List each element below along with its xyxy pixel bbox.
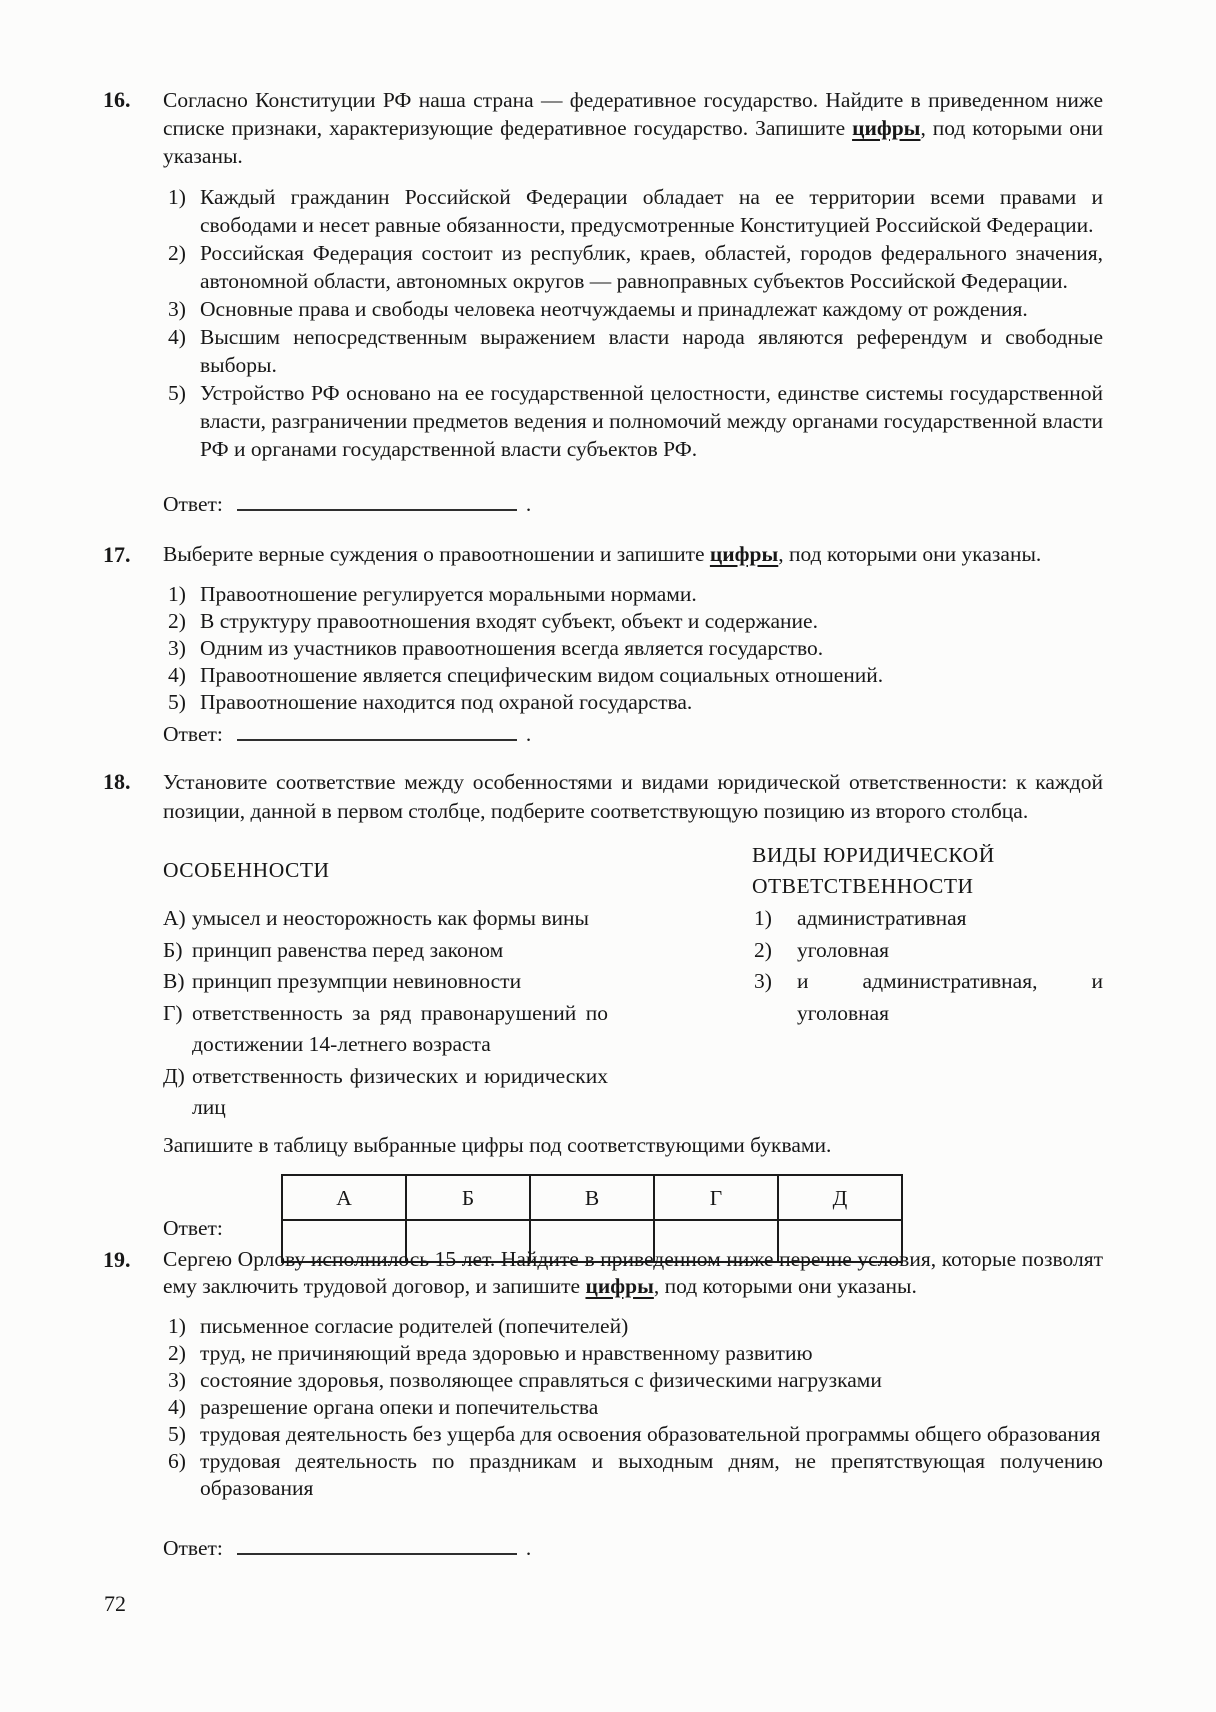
list-item: [163, 239, 1103, 295]
item-text: Высшим непосредственным выражением власти народа являются референдум и свободные выборы.: [200, 325, 1103, 377]
answer-period: .: [525, 492, 532, 516]
list-item: [163, 662, 1103, 689]
item-text: административная: [797, 906, 967, 930]
question-18-table-note: Запишите в таблицу выбранные цифры под соответствующими буквами.: [163, 1133, 832, 1157]
list-item: [163, 581, 1103, 608]
item-text: принцип равенства перед законом: [192, 937, 504, 962]
left-column-header: ОСОБЕННОСТИ: [163, 858, 330, 882]
item-marker: 2): [168, 1341, 186, 1365]
answer-blank-line: [237, 490, 517, 511]
list-item: [163, 903, 608, 935]
item-text: уголовная: [797, 937, 890, 962]
item-marker: 1): [168, 1314, 186, 1338]
question-19: [103, 1246, 1103, 1502]
item-text: трудовая деятельность по праздникам и выходным дням, не препятствующая получению образования: [200, 1449, 1103, 1500]
item-text: Основные права и свободы человека неотчуждаемы и принадлежат каждому от рождения.: [200, 297, 1028, 321]
answer-table-header-cell: В: [530, 1175, 654, 1220]
question-16-number: 16.: [103, 87, 131, 112]
question-19-intro: [163, 1246, 1103, 1300]
right-column-header: [752, 840, 995, 902]
answer-table-header-cell: Б: [406, 1175, 530, 1220]
item-text: Правоотношение является специфическим видом социальных отношений.: [200, 663, 884, 687]
question-19-keyword: цифры: [585, 1274, 654, 1298]
right-column-items: [752, 903, 1103, 1029]
item-marker: 4): [168, 1395, 186, 1419]
item-text: Каждый гражданин Российской Федерации обладает на ее территории всеми правами и свободами и несет равные обязанности, предусмотренные Конституцией Российской Федерации.: [200, 185, 1103, 237]
item-marker: 1): [168, 185, 186, 209]
question-16-keyword: цифры: [852, 116, 921, 140]
item-text: Устройство РФ основано на ее государственной целостности, единстве системы государственной власти, разграничении предметов ведения и полномочий между органами государственной власти РФ и органами государственной власти субъектов РФ.: [200, 381, 1103, 461]
list-item: [163, 998, 608, 1061]
answer-label: Ответ:: [163, 1536, 223, 1560]
item-marker: 4): [168, 663, 186, 687]
item-marker: 1): [754, 906, 772, 930]
right-column-header-line1: ВИДЫ ЮРИДИЧЕСКОЙ: [752, 843, 995, 867]
item-text: ответственность физических и юридических лиц: [192, 1063, 608, 1119]
question-17: [103, 541, 1103, 716]
list-item: [163, 1061, 608, 1124]
question-18: [103, 768, 1103, 826]
answer-blank-line: [237, 1534, 517, 1555]
list-item: [163, 1394, 1103, 1421]
question-16-body: [163, 86, 1103, 463]
answer-row-q17: [163, 720, 531, 748]
answer-table-header-cell: А: [282, 1175, 406, 1220]
item-text: письменное согласие родителей (попечителей): [200, 1314, 629, 1338]
question-16-intro: [163, 86, 1103, 170]
list-item: [163, 295, 1103, 323]
list-item: [163, 1367, 1103, 1394]
item-marker: 4): [168, 325, 186, 349]
item-marker: В): [163, 969, 185, 993]
item-marker: 6): [168, 1449, 186, 1473]
question-19-number: 19.: [103, 1247, 131, 1272]
answer-blank-line: [237, 720, 517, 741]
answer-row-q16: [163, 490, 531, 518]
answer-label: Ответ:: [163, 492, 223, 516]
question-16-intro-tail: , под которыми они указаны.: [163, 116, 1104, 168]
question-17-number: 17.: [103, 542, 131, 567]
item-marker: А): [163, 906, 186, 930]
question-17-options: [163, 581, 1103, 716]
item-text: трудовая деятельность без ущерба для освоения образовательной программы общего образования: [200, 1422, 1101, 1446]
item-marker: Б): [163, 937, 183, 962]
item-marker: Г): [163, 1000, 183, 1025]
item-marker: 3): [168, 636, 186, 660]
answer-table-header-row: [282, 1175, 902, 1220]
list-item: [163, 379, 1103, 463]
list-item: [752, 903, 1103, 935]
answer-table-header-cell: Г: [654, 1175, 778, 1220]
item-marker: 2): [754, 937, 772, 962]
item-text: Российская Федерация состоит из республик, краев, областей, городов федерального значения, автономной области, автономных округов — равноправных субъектов Российской Федерации.: [200, 241, 1103, 293]
list-item: [163, 323, 1103, 379]
item-marker: Д): [163, 1063, 185, 1088]
question-19-options: [163, 1313, 1103, 1502]
question-18-body: [163, 768, 1103, 826]
item-text: труд, не причиняющий вреда здоровью и нравственному развитию: [200, 1341, 813, 1365]
item-text: умысел и неосторожность как формы вины: [192, 906, 589, 930]
list-item: [163, 1448, 1103, 1502]
item-text: разрешение органа опеки и попечительства: [200, 1395, 599, 1419]
item-text: ответственность за ряд правонарушений по достижении 14-летнего возраста: [192, 1000, 608, 1056]
list-item: [163, 935, 608, 967]
list-item: [163, 966, 608, 998]
answer-row-q19: [163, 1534, 531, 1562]
item-text: Одним из участников правоотношения всегда является государство.: [200, 636, 824, 660]
item-marker: 2): [168, 241, 186, 265]
question-17-intro-text: Выберите верные суждения о правоотношении и запишите: [163, 542, 710, 566]
question-17-intro: [163, 541, 1103, 568]
list-item: [163, 608, 1103, 635]
item-text: и административная, и уголовная: [797, 969, 1103, 1025]
item-text: принцип презумпции невиновности: [192, 969, 522, 993]
list-item: [163, 1340, 1103, 1367]
question-18-intro: Установите соответствие между особенностями и видами юридической ответственности: к каждой позиции, данной в первом столбце, подберите соответствующую позицию из второго столбца.: [163, 770, 1103, 823]
question-16-options: [163, 183, 1103, 463]
question-17-body: [163, 541, 1103, 716]
answer-table-header-cell: Д: [778, 1175, 902, 1220]
item-marker: 3): [754, 969, 772, 993]
question-17-keyword: цифры: [709, 542, 779, 566]
question-18-matching-columns: [163, 840, 1103, 1132]
right-column-header-line2: ОТВЕТСТВЕННОСТИ: [752, 874, 974, 898]
list-item: [752, 966, 1103, 1029]
item-marker: 1): [168, 582, 186, 606]
question-19-intro-text: Сергею Орлову исполнилось 15 лет. Найдите в приведенном ниже перечне условия, которые позволят ему заключить трудовой договор, и запишите: [163, 1247, 1103, 1298]
list-item: [163, 183, 1103, 239]
item-marker: 3): [168, 297, 186, 321]
question-16-intro-text: Согласно Конституции РФ наша страна — федеративное государство. Найдите в приведенном ниже списке признаки, характеризующие федеративное государство. Запишите: [163, 88, 1103, 140]
list-item: [752, 935, 1103, 967]
item-marker: 5): [168, 1422, 186, 1446]
page-number: 72: [104, 1591, 126, 1616]
question-16: [103, 86, 1103, 463]
list-item: [163, 1421, 1103, 1448]
item-marker: 5): [168, 690, 186, 714]
item-marker: 3): [168, 1368, 186, 1392]
answer-period: .: [525, 722, 532, 746]
answer-label: Ответ:: [163, 722, 223, 746]
question-19-body: [163, 1246, 1103, 1502]
question-17-intro-tail: , под которыми они указаны.: [778, 542, 1042, 566]
answer-period: .: [525, 1536, 532, 1560]
item-text: Правоотношение регулируется моральными нормами.: [200, 582, 697, 606]
item-marker: 2): [168, 609, 186, 633]
item-text: Правоотношение находится под охраной государства.: [200, 690, 693, 714]
item-text: В структуру правоотношения входят субъект, объект и содержание.: [200, 609, 818, 633]
question-19-intro-tail: , под которыми они указаны.: [653, 1274, 917, 1298]
question-18-number: 18.: [103, 769, 131, 794]
list-item: [163, 1313, 1103, 1340]
answer-label-q18: Ответ:: [163, 1216, 223, 1240]
item-marker: 5): [168, 381, 186, 405]
left-column-items: [163, 903, 608, 1124]
list-item: [163, 689, 1103, 716]
list-item: [163, 635, 1103, 662]
item-text: состояние здоровья, позволяющее справляться с физическими нагрузками: [200, 1368, 882, 1392]
